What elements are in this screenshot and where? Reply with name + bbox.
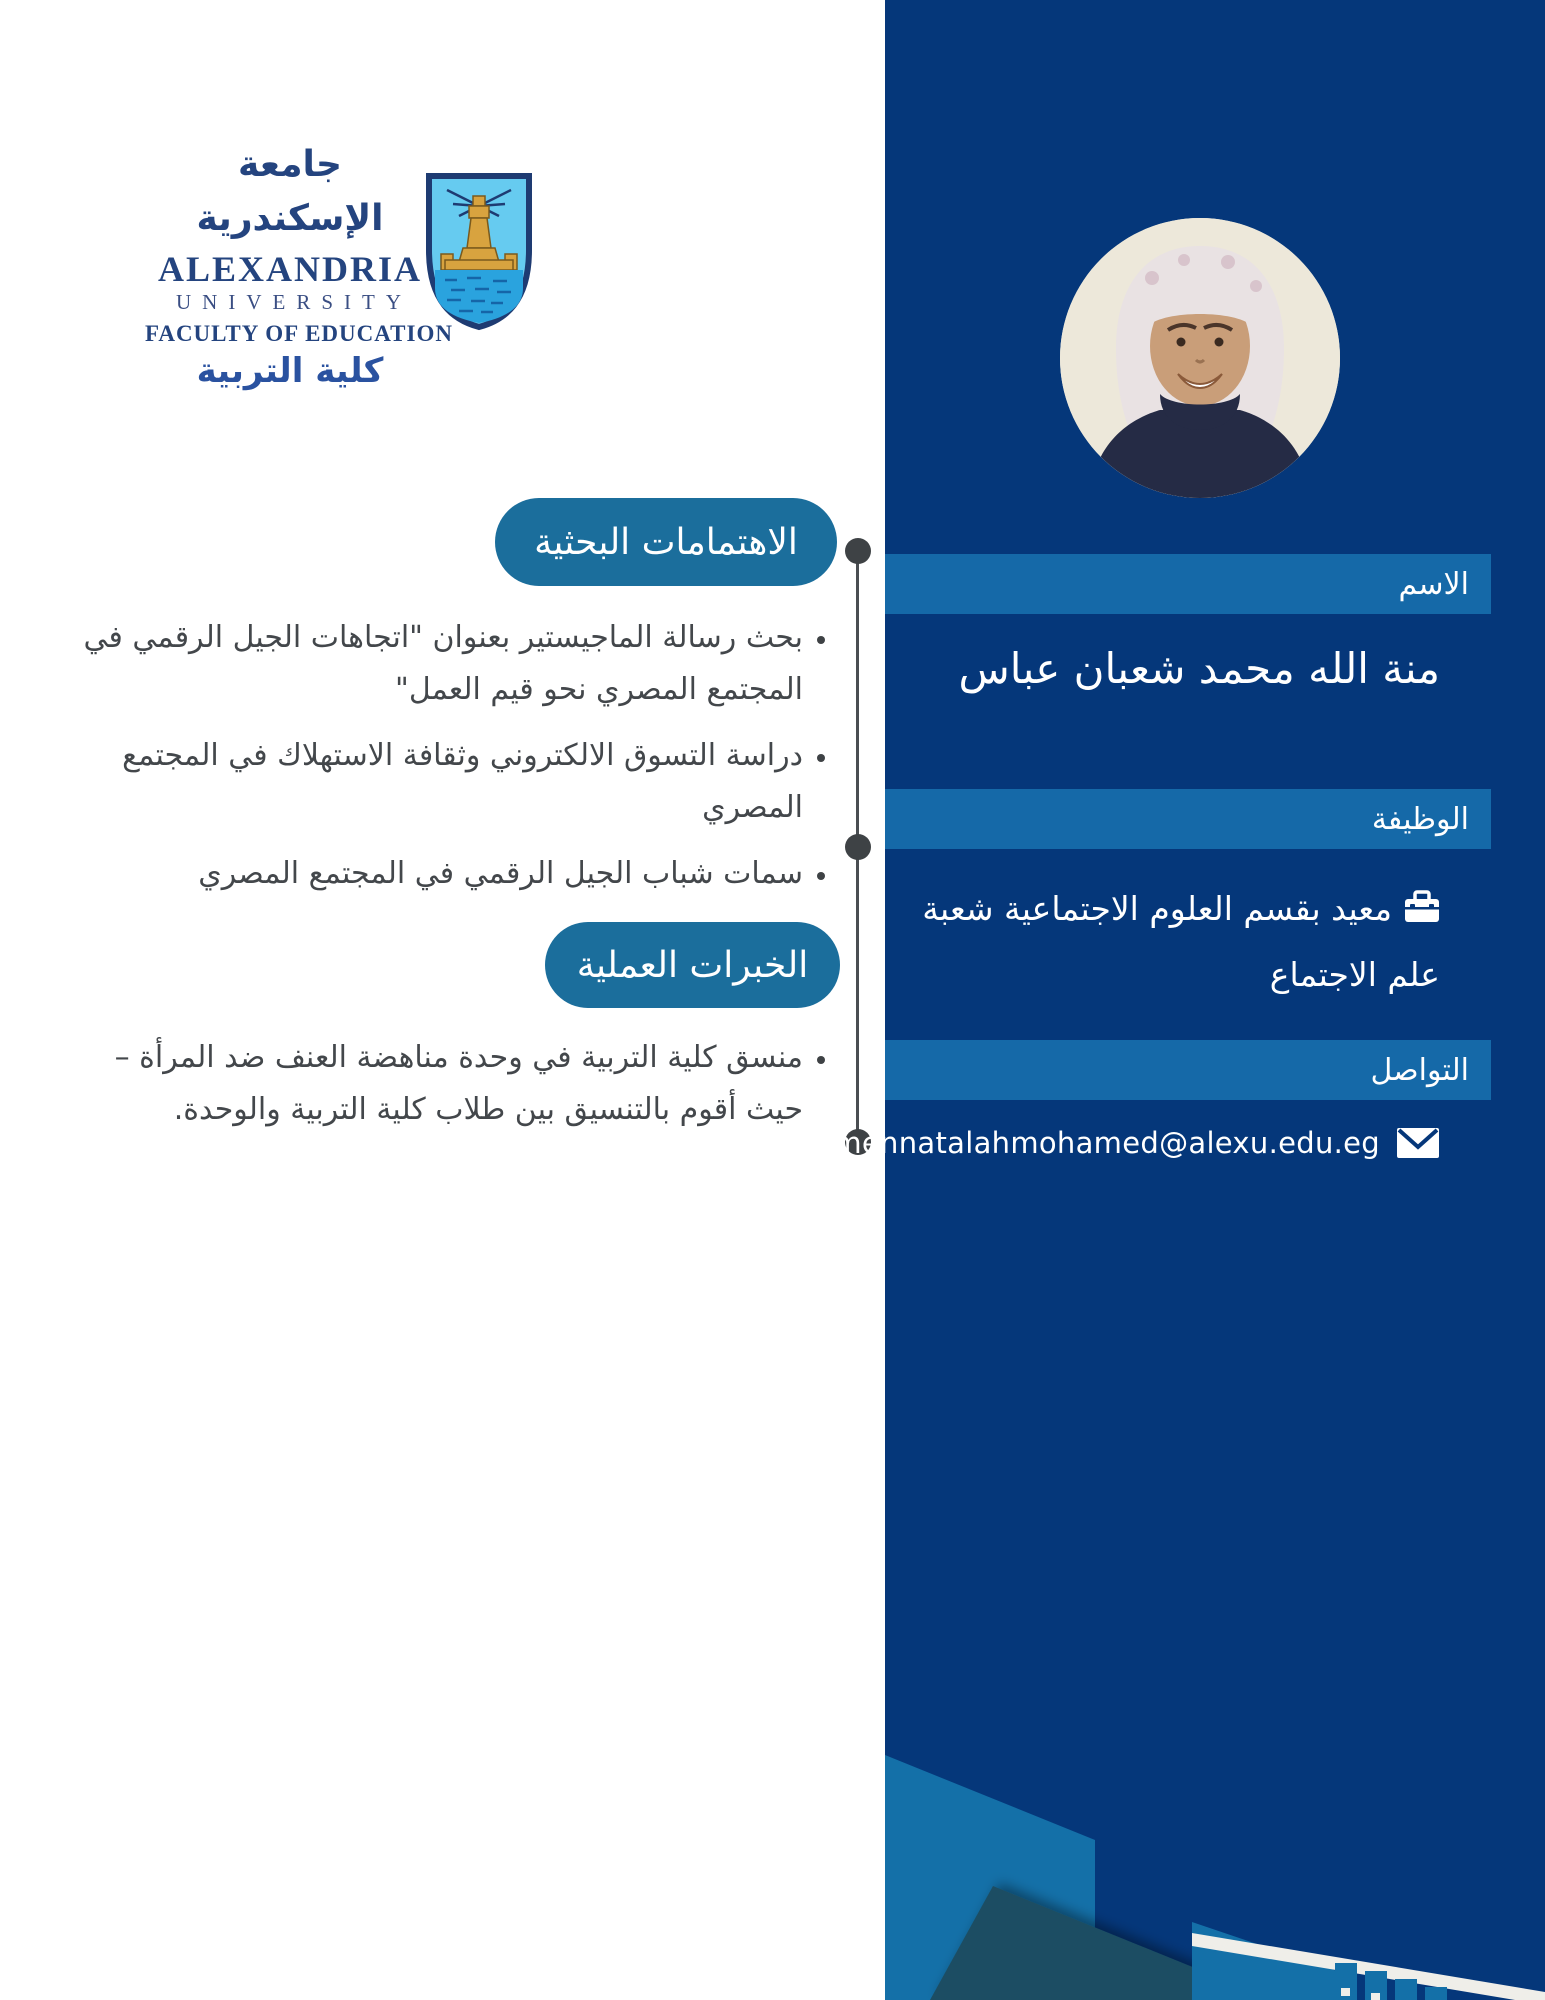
faculty-name-english: FACULTY OF EDUCATION (145, 321, 453, 346)
lighthouse-shield-icon (423, 170, 535, 332)
name-header-label: الاسم (1398, 566, 1469, 602)
envelope-icon (1396, 1127, 1440, 1159)
job-title (900, 878, 1490, 1006)
section-title-research-interests (495, 498, 837, 586)
profile-photo-image (1060, 218, 1340, 498)
section-title-work-experience (545, 922, 840, 1008)
research-interests-list (60, 612, 835, 914)
faculty-name-arabic: كلية التربية (196, 351, 384, 391)
section-title-label: الخبرات العملية (576, 944, 809, 986)
profile-photo (1060, 218, 1340, 498)
email-link[interactable]: mennatalahmohamed@alexu.edu.eg (833, 1126, 1380, 1160)
list-item: • بحث رسالة الماجيستير بعنوان "اتجاهات الجيل الرقمي في المجتمع المصري نحو قيم العمل" (60, 612, 803, 716)
list-item: • سمات شباب الجيل الرقمي في المجتمع المصري (60, 848, 803, 900)
university-name-english: ALEXANDRIA (157, 249, 423, 289)
timeline-dot (845, 834, 871, 860)
university-name-arabic: جامعة الإسكندرية (196, 144, 384, 239)
work-experience-list (60, 1032, 835, 1150)
briefcase-icon (1404, 882, 1440, 944)
university-logo-text (145, 138, 453, 391)
job-header (885, 789, 1491, 849)
university-word: UNIVERSITY (176, 290, 412, 314)
job-title-text: معيد بقسم العلوم الاجتماعية شعبة علم الاجتماع (922, 889, 1440, 994)
job-header-label: الوظيفة (1371, 801, 1469, 837)
person-name: منة الله محمد شعبان عباس (958, 644, 1440, 693)
contact-header-label: التواصل (1370, 1052, 1469, 1088)
timeline-dot (845, 538, 871, 564)
contact-email-row (833, 1126, 1490, 1160)
name-header (885, 554, 1491, 614)
decorative-shapes (885, 1700, 1545, 2000)
university-logo (145, 138, 545, 391)
list-item: • دراسة التسوق الالكتروني وثقافة الاستهلاك في المجتمع المصري (60, 730, 803, 834)
contact-header (885, 1040, 1491, 1100)
section-title-label: الاهتمامات البحثية (534, 521, 798, 563)
list-item: • منسق كلية التربية في وحدة مناهضة العنف ضد المرأة – حيث أقوم بالتنسيق بين طلاب كلية التربية والوحدة. (60, 1032, 803, 1136)
